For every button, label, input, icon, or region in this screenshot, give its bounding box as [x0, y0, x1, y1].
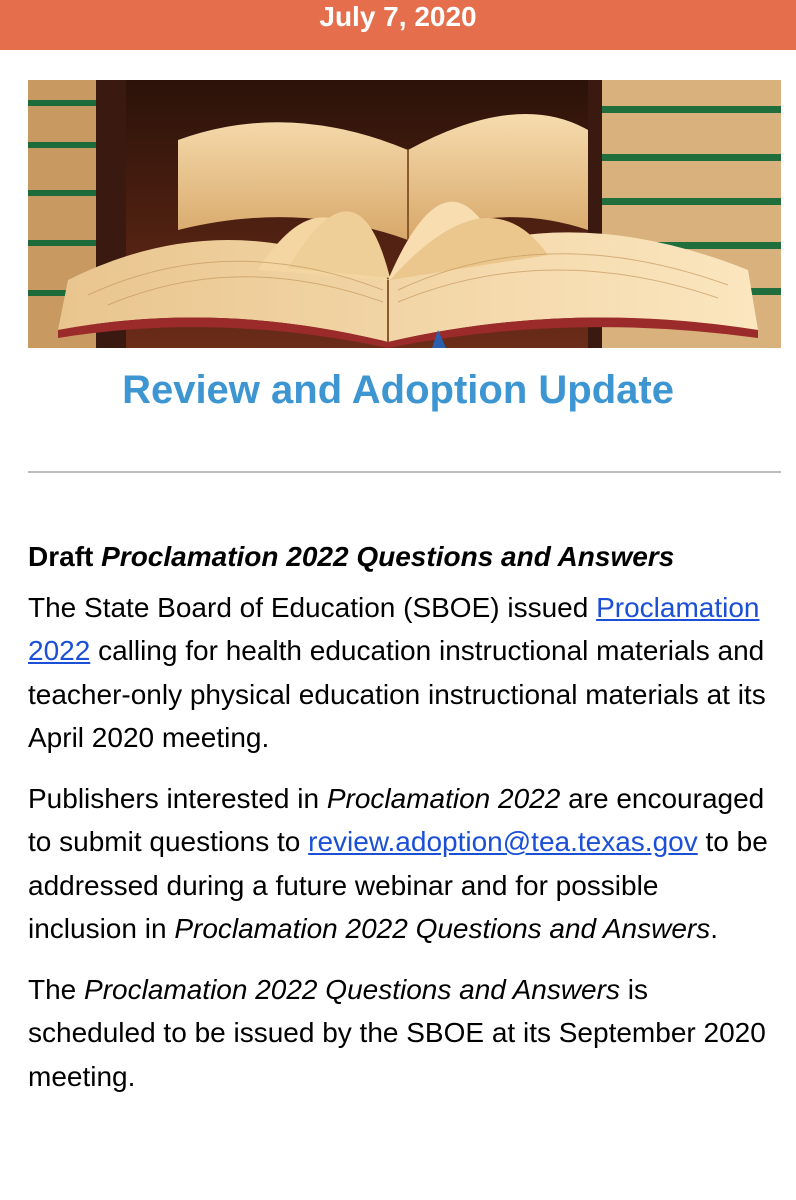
- paragraph-1: [28, 586, 773, 760]
- p2-after: to be addressed during a future webinar and for possible inclusion in: [28, 826, 768, 944]
- p2-before: Publishers interested in: [28, 782, 327, 814]
- p3-after: is scheduled to be issued by the SBOE at its September 2020 meeting.: [28, 973, 766, 1092]
- heading-prefix: Draft: [28, 541, 102, 572]
- article-heading: [28, 535, 773, 579]
- heading-italic: Proclamation 2022 Questions and Answers: [101, 541, 675, 572]
- open-books-image: [28, 80, 781, 348]
- p1-before: The State Board of Education (SBOE) issued: [28, 591, 597, 623]
- date-banner: [0, 0, 796, 50]
- email-link[interactable]: review.adoption@tea.texas.gov: [308, 826, 698, 857]
- p3-before: The: [28, 973, 85, 1005]
- article-body: [28, 535, 773, 1115]
- proclamation-2022-link[interactable]: Proclamation 2022: [28, 591, 760, 666]
- p3-italic: Proclamation 2022 Questions and Answers: [84, 973, 620, 1005]
- paragraph-3: [28, 968, 773, 1099]
- date-text: July 7, 2020: [319, 1, 477, 32]
- books-illustration: [28, 80, 781, 348]
- p2-italic-2: Proclamation 2022 Questions and Answers: [174, 913, 711, 944]
- p2-italic-1: Proclamation 2022: [326, 782, 561, 814]
- page-title: Review and Adoption Update: [122, 368, 674, 412]
- paragraph-2: [28, 777, 773, 951]
- p1-after: calling for health education instructional materials and teacher-only physical education instructional materials at its April 2020 meeting.: [28, 635, 766, 753]
- p2-middle: are encouraged to submit questions to: [28, 782, 765, 857]
- p2-end: .: [710, 913, 719, 944]
- section-divider: [28, 471, 781, 473]
